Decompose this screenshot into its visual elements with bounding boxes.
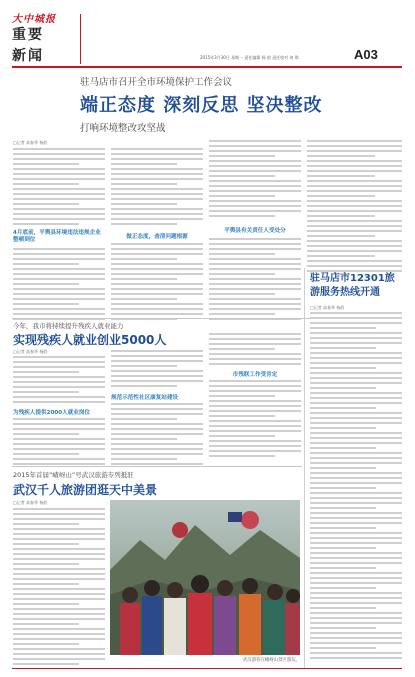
lead-headline: 端正态度 深刻反思 坚决整改 <box>80 95 323 116</box>
masthead <box>0 0 415 74</box>
paper-logo: 大中城报 <box>12 14 56 25</box>
employment-body-col2b <box>111 403 203 468</box>
tourism-headline: 武汉千人旅游团逛天中美景 <box>13 483 158 497</box>
tourism-body <box>13 508 105 668</box>
lead-body-col4 <box>307 140 402 275</box>
lead-kicker: 驻马店市召开全市环境保护工作会议 <box>80 77 233 88</box>
tourism-byline: □记者 高春华 杨韵 <box>13 500 48 505</box>
tourism-photo <box>110 500 300 655</box>
tourism-photo-caption: 武汉游客在嵖岈山景区游玩。 <box>242 658 300 663</box>
lead-story-header <box>80 72 410 134</box>
lead-section-header-1: 4月底前，平舆县环境违法违规企业整顿到位 <box>13 230 101 243</box>
employment-divider <box>12 466 302 467</box>
employment-body-col3b <box>209 380 301 460</box>
lead-subhead: 打响环境整改攻坚战 <box>80 123 166 134</box>
lead-body-col1b <box>13 248 105 323</box>
dateline: 2015年3月30日 星期一 责任编辑 杨 韵 责任校对 何 琪 <box>200 55 299 60</box>
employment-section-header-2: 规范示范性社区康复站建设 <box>111 395 179 401</box>
lead-section-header-2: 做正态度，查清问题根源 <box>126 234 188 240</box>
employment-headline: 实现残疾人就业创业5000人 <box>13 333 167 347</box>
section-title-secondary: 新闻 <box>12 48 44 64</box>
lead-body-col1 <box>13 148 105 228</box>
section-title-primary: 重要 <box>12 27 44 43</box>
lead-body-col3 <box>209 140 301 220</box>
hotline-column-rule <box>304 268 305 668</box>
employment-byline: □记者 高春华 杨韵 <box>13 349 48 354</box>
employment-body-col1b <box>13 418 105 468</box>
page-number: A03 <box>354 47 378 62</box>
tourism-kicker: 2015年首届“嵖岈山”号武汉旅游专列抵驻 <box>13 471 134 479</box>
lead-byline: □记者 高春华 杨韵 <box>13 140 48 145</box>
employment-section-header-1: 为残疾人提供2000人就业岗位 <box>13 410 91 416</box>
masthead-bottom-rule <box>12 66 402 68</box>
hotline-body <box>310 312 402 662</box>
masthead-rule <box>80 14 81 64</box>
employment-body-col3 <box>209 333 301 368</box>
section-title-block <box>12 24 70 65</box>
page-bottom-rule <box>12 668 402 669</box>
hotline-headline: 驻马店市12301旅游服务热线开通 <box>310 273 395 298</box>
employment-body-col1 <box>13 356 105 406</box>
lead-body-col2b <box>111 243 203 323</box>
tourist-crowd-photo <box>110 500 300 655</box>
hotline-byline: □记者 高春华 杨韵 <box>310 305 345 310</box>
lead-body-col3b <box>209 238 301 323</box>
lead-section-header-3: 平舆县有关责任人受处分 <box>224 228 286 234</box>
employment-section-header-3: 市残联工作受肯定 <box>232 372 278 378</box>
employment-kicker: 今年，我市将持续提升残疾人就业能力 <box>13 322 124 330</box>
employment-body-col2 <box>111 350 203 390</box>
lead-body-col2 <box>111 148 203 228</box>
